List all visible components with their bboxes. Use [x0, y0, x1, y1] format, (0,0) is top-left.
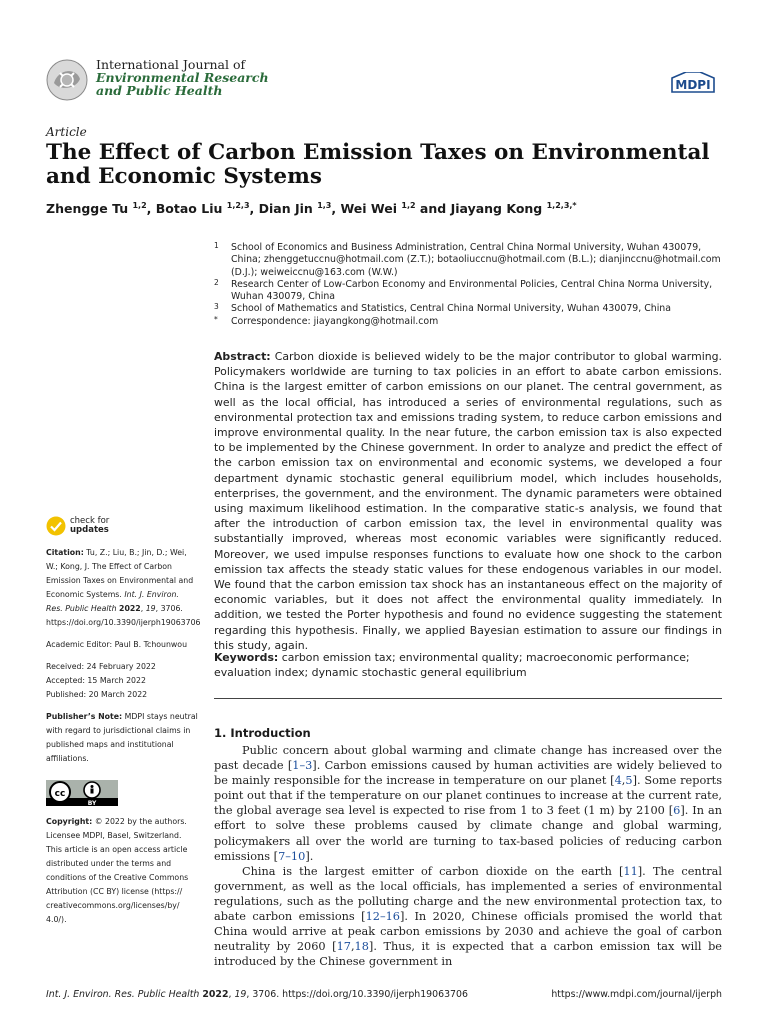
author-and: and	[419, 201, 447, 217]
copyright-text: © 2022 by the authors. Licensee MDPI, Basel, Switzerland. This article is an open access article distributed under the terms and conditions of the Creative Commons Attribution (CC BY) license (https:// creativecommons.org/licenses/by/ 4.0/).	[46, 817, 189, 924]
affiliation-text: School of Mathematics and Statistics, Central China Normal University, Wuhan 430079, China	[231, 303, 671, 315]
affiliation-item	[214, 303, 724, 315]
footer-year: 2022	[202, 989, 229, 1000]
affiliation-text: School of Economics and Business Administration, Central China Normal University, Wuhan 430079, China; zhenggetuccnu@hotmail.com (Z.T.); botaoliuccnu@hotmail.com (B.L.); dianjinccnu@hotmail.com (D.J.); weiweiccnu@163.com (W.W.)	[231, 242, 721, 278]
article-title: The Effect of Carbon Emission Taxes on Environmental and Economic Systems	[46, 140, 710, 189]
text-run: ,	[621, 774, 626, 788]
text-run: ]. Thus, it is expected that a carbon emission tax will be introduced by the Chinese government in	[214, 940, 722, 969]
journal-name-line3: and Public Health	[96, 83, 223, 98]
author-name[interactable]: Dian Jin	[258, 201, 313, 217]
citation-link[interactable]: 12–16	[365, 910, 400, 924]
author-name[interactable]: Zhengge Tu	[46, 201, 129, 217]
journal-logo-icon	[46, 59, 88, 101]
affiliation-mark: 3	[214, 302, 219, 312]
text-run: ]. The central government, as well as the local officials, has implemented a series of environmental regulations, such as the polluting charge and the new environmental protection tax, to abate carbon emissions [	[214, 864, 722, 924]
author-affil-sup: 1,2,3,*	[546, 201, 577, 210]
publisher-note-text: MDPI stays neutral with regard to jurisdictional claims in published maps and institutional affiliations.	[46, 712, 198, 763]
citation-link[interactable]: 5	[625, 774, 633, 788]
text-run: ]. In 2020, Chinese officials promised the world that China would arrive at peak carbon emissions by 2030 and achieve the goal of carbon neutrality by 2060 [	[214, 910, 722, 954]
abstract	[214, 349, 722, 653]
text-run: ].	[305, 849, 314, 863]
affiliation-text: Research Center of Low-Carbon Economy and Environmental Policies, Central China Norma University, Wuhan 430079, China	[231, 278, 713, 303]
check-updates-icon	[46, 516, 66, 536]
footer-journal-url[interactable]: https://www.mdpi.com/journal/ijerph	[551, 989, 722, 1000]
received-date: Received: 24 February 2022	[46, 662, 156, 671]
accepted-date: Accepted: 15 March 2022	[46, 676, 146, 685]
citation-link[interactable]: 6	[673, 804, 681, 818]
cc-by-license-icon[interactable]	[46, 780, 118, 806]
footer-journal: Int. J. Environ. Res. Public Health	[46, 989, 200, 1000]
keywords	[214, 650, 722, 680]
citation-link[interactable]: 11	[623, 864, 638, 878]
citation-link[interactable]: 1–3	[292, 759, 313, 773]
citation-link[interactable]: 17	[336, 940, 351, 954]
affiliation-item	[214, 316, 724, 328]
section-divider	[214, 698, 722, 699]
paragraph	[214, 743, 722, 864]
footer-doi[interactable]: , 3706. https://doi.org/10.3390/ijerph19063706	[246, 989, 468, 1000]
footer-citation: Int. J. Environ. Res. Public Health 2022, 19, 3706. https://doi.org/10.3390/ijerph19063706	[46, 989, 468, 1000]
author-name[interactable]: Jiayang Kong	[450, 201, 543, 217]
keywords-label: Keywords:	[214, 651, 279, 664]
journal-name-line1: International Journal of	[96, 57, 246, 72]
footer-volume: 19	[234, 989, 247, 1000]
citation-link[interactable]: 18	[354, 940, 369, 954]
citation-block: Citation: Tu, Z.; Liu, B.; Jin, D.; Wei, W.; Kong, J. The Effect of Carbon Emission Taxes on Environmental and Economic Systems. Int. J. Environ. Res. Public Health 2022, 19, 3706. https://doi.org/10.3390/ijerph19063706	[46, 548, 201, 627]
publisher-note-label: Publisher’s Note:	[46, 712, 123, 721]
mdpi-logo-icon[interactable]	[666, 72, 720, 96]
sidebar	[46, 516, 201, 935]
abstract-label: Abstract:	[214, 350, 271, 363]
citation-text: Tu, Z.; Liu, B.; Jin, D.; Wei, W.; Kong, J. The Effect of Carbon Emission Taxes on Environmental and Economic Systems.	[46, 548, 194, 599]
author-affil-sup: 1,2	[132, 201, 147, 210]
copyright-label: Copyright:	[46, 817, 93, 826]
author-name[interactable]: Wei Wei	[340, 201, 398, 217]
published-date: Published: 20 March 2022	[46, 690, 148, 699]
dates-block	[46, 660, 198, 702]
keywords-text: carbon emission tax; environmental quality; macroeconomic performance; evaluation index; dynamic stochastic general equilibrium	[214, 651, 690, 680]
affiliation-item	[214, 242, 724, 279]
academic-editor: Academic Editor: Paul B. Tchounwou	[46, 640, 188, 649]
author-affil-sup: 1,2,3	[226, 201, 250, 210]
text-run: ,	[350, 940, 355, 954]
affiliation-mark: 1	[214, 241, 219, 250]
author-affil-sup: 1,2	[401, 201, 416, 210]
check-updates-line1: check for	[70, 516, 110, 526]
citation-volume: 19	[145, 604, 156, 613]
citation-journal: Int. J. Environ. Res. Public Health	[46, 590, 179, 613]
article-type: Article	[46, 125, 87, 139]
citation-year: 2022	[119, 604, 141, 613]
journal-name-line2: Environmental Research	[96, 70, 269, 85]
citation-label: Citation:	[46, 548, 84, 557]
cc-icon: cc	[54, 789, 66, 799]
text-run: ]. Carbon emissions caused by human activities are widely believed to be mainly responsible for the increase in temperature on our planet [	[214, 759, 722, 788]
affiliation-mark: *	[214, 314, 218, 324]
section-heading-introduction: 1. Introduction	[214, 726, 311, 740]
affiliation-item	[214, 279, 724, 304]
introduction-body	[214, 743, 722, 969]
citation-rest[interactable]: , 3706. https://doi.org/10.3390/ijerph19063706	[46, 604, 201, 627]
author-name[interactable]: Botao Liu	[155, 201, 223, 217]
affiliation-mark: 2	[214, 277, 219, 287]
check-for-updates-button[interactable]	[46, 516, 198, 536]
citation-link[interactable]: 4	[614, 774, 622, 788]
text-run: China is the largest emitter of carbon dioxide on the earth [	[242, 864, 624, 878]
mdpi-logo-text: MDPI	[675, 78, 711, 92]
citation-link[interactable]: 7–10	[278, 849, 306, 863]
affiliations	[214, 242, 724, 328]
abstract-text: Carbon dioxide is believed widely to be the major contributor to global warming. Policymakers worldwide are turning to tax policies in an effort to abate carbon emissions. China is the largest emitter of carbon emissions on our planet. The central government, as well as the local official, has introduced a series of environmental regulations, such as environmental protection tax and emissions trading system, to reduce carbon emissions and improve environmental quality. In the near future, the carbon emission tax is also expected to be implemented by the Chinese government. In order to analyze and predict the effect of the carbon emission tax on environmental and economic systems, we developed a four department dynamic stochastic general equilibrium model, which includes households, enterprises, the government, and the environment. The dynamic parameters were obtained using maximum likelihood estimation. In the comparative static-s analysis, we found that after the introduction of carbon emission tax, the level in environmental quality was substantially improved, whereas most economic variables were significantly reduced. Moreover, we used impulse responses functions to evaluate how one shock to the carbon emission tax affects the steady static values for these endogenous variables in our model. We found that the carbon emission tax shock has an instantaneous effect on the majority of economic variables, but it does not affect the environmental quality immediately. In addition, we tested the Porter hypothesis and found no evidence suggesting the statement regarding this hypothesis. Finally, we applied Bayesian estimation to assure our findings in this study, again.	[214, 350, 722, 652]
text-run: ]. Some reports point out that if the temperature on our planet continues to increase at the current rate, the global average sea level is expected to rise from 1 to 3 feet (1 m) by 2100 [	[214, 774, 722, 818]
text-run: ]. In an effort to solve these problems caused by climate change and global warming, policymakers all over the world are turning to tax-based policies of reducing carbon emissions [	[214, 804, 722, 863]
journal-name	[96, 58, 269, 97]
affiliation-text: Correspondence: jiayangkong@hotmail.com	[231, 315, 439, 327]
cc-badge-text: BY	[87, 800, 97, 806]
publisher-note	[46, 710, 198, 766]
paragraph	[214, 864, 722, 970]
author-list: Zhengge Tu $^{1,2}$, Botao Liu $^{1,2,3}$, Dian Jin $^{1,3}$, Wei Wei $^{1,2}$ and Jiayang Kong $^{1,2,3,*}$	[46, 201, 577, 217]
copyright-block	[46, 815, 198, 927]
text-run: Public concern about global warming and climate change has increased over the past decade [	[214, 744, 722, 773]
author-affil-sup: 1,3	[317, 201, 332, 210]
check-updates-line2: updates	[70, 525, 109, 535]
